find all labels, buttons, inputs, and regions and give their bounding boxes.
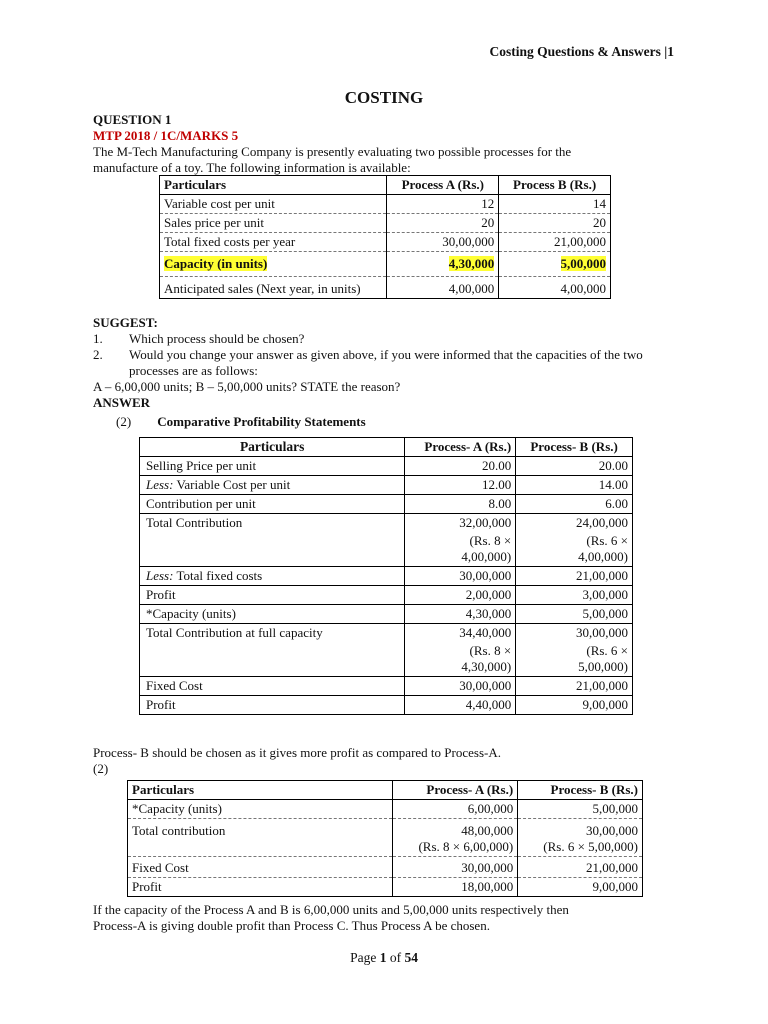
process-b-value: 5,00,000: [560, 256, 606, 271]
table-header-row: [128, 781, 643, 800]
question-intro-line2: manufacture of a toy. The following information is available:: [93, 160, 411, 175]
process-a-value: 34,40,000: [459, 625, 512, 640]
process-b-cell: [516, 624, 633, 677]
table-row: [128, 857, 643, 878]
suggest-capacity-line: A – 6,00,000 units; B – 5,00,000 units? STATE the reason?: [93, 379, 401, 394]
section-number: (2): [93, 761, 109, 776]
table-row: [160, 195, 611, 214]
conclusion-block: [93, 745, 683, 777]
answer-label: ANSWER: [93, 395, 151, 410]
row-label: Profit: [128, 878, 393, 897]
process-a-value: 4,30,000: [405, 605, 516, 624]
table-row: [128, 878, 643, 897]
process-b-value: 14.00: [516, 476, 633, 495]
row-label: Total Contribution: [140, 514, 405, 567]
table-row: [160, 214, 611, 233]
row-label: *Capacity (units): [140, 605, 405, 624]
page-of: of: [386, 950, 405, 965]
conclusion-text: Process-A is giving double profit than Process C. Thus Process A be chosen.: [93, 918, 490, 933]
less-prefix: Less:: [146, 568, 174, 583]
process-a-calc: (Rs. 8 ×: [469, 643, 512, 658]
process-b-value: 21,00,000: [499, 233, 611, 252]
process-b-value: 9,00,000: [516, 696, 633, 715]
process-a-value: 30,00,000: [405, 567, 516, 586]
process-b-value: 5,00,000: [518, 800, 643, 819]
list-number: 2.: [93, 347, 103, 362]
header-cell: Particulars: [128, 781, 393, 800]
row-label: Selling Price per unit: [140, 457, 405, 476]
header-cell: Process- B (Rs.): [516, 438, 633, 457]
process-b-value: 21,00,000: [516, 677, 633, 696]
question-source: MTP 2018 / 1C/MARKS 5: [93, 128, 239, 143]
process-b-value: 4,00,000: [499, 277, 611, 299]
process-a-value: 32,00,000: [459, 515, 512, 530]
suggest-label: SUGGEST:: [93, 315, 158, 330]
process-b-value: 20.00: [516, 457, 633, 476]
process-a-value: 48,00,000: [461, 823, 514, 838]
process-b-calc: (Rs. 6 × 5,00,000): [543, 839, 638, 854]
process-b-value: 20: [499, 214, 611, 233]
row-label-cell: [140, 567, 405, 586]
process-a-value: 4,30,000: [448, 256, 495, 271]
row-label: Variable cost per unit: [160, 195, 387, 214]
conclusion-text: If the capacity of the Process A and B is 6,00,000 units and 5,00,000 units respectively then: [93, 902, 569, 917]
row-label: Capacity (in units): [164, 256, 268, 271]
table-row: [140, 514, 633, 567]
process-b-cell: [518, 819, 643, 857]
header-cell: Particulars: [160, 176, 387, 195]
table-row: [140, 476, 633, 495]
process-b-value: 30,00,000: [586, 823, 638, 838]
header-cell: Process- A (Rs.): [405, 438, 516, 457]
process-a-value: 20: [387, 214, 499, 233]
process-a-value: 2,00,000: [405, 586, 516, 605]
page-footer: [0, 950, 768, 966]
header-cell: Process- B (Rs.): [518, 781, 643, 800]
answer-section-heading: [116, 414, 706, 430]
list-item: [93, 347, 683, 379]
process-a-value: 18,00,000: [393, 878, 518, 897]
process-b-calc: (Rs. 6 ×: [586, 643, 628, 658]
table-row: [140, 677, 633, 696]
process-a-value: 12: [387, 195, 499, 214]
given-data-table: [159, 175, 611, 299]
running-header: Costing Questions & Answers |1: [489, 44, 674, 59]
process-a-value: 6,00,000: [393, 800, 518, 819]
page-number: 1: [379, 950, 387, 965]
row-label: Variable Cost per unit: [173, 477, 291, 492]
process-a-value: 30,00,000: [393, 857, 518, 878]
section-number: (2): [116, 414, 132, 429]
conclusion-text: Process- B should be chosen as it gives more profit as compared to Process-A.: [93, 745, 501, 760]
row-label: Total contribution: [128, 819, 393, 857]
row-label: Profit: [140, 696, 405, 715]
process-a-cell: [405, 624, 516, 677]
less-prefix: Less:: [146, 477, 174, 492]
process-b-value: 24,00,000: [576, 515, 628, 530]
table-row: [160, 277, 611, 299]
process-a-calc: (Rs. 8 × 6,00,000): [418, 839, 514, 854]
row-label-cell: [140, 476, 405, 495]
process-b-value: 3,00,000: [516, 586, 633, 605]
table-row: [140, 624, 633, 677]
process-b-value: 5,00,000: [516, 605, 633, 624]
table-row-highlighted: [160, 252, 611, 277]
process-a-value: 8.00: [405, 495, 516, 514]
process-b-calc: 4,00,000): [578, 549, 628, 564]
table-row: [140, 567, 633, 586]
page-title: COSTING: [344, 88, 424, 107]
table-row: [140, 605, 633, 624]
process-b-value: 6.00: [516, 495, 633, 514]
table-row: [128, 800, 643, 819]
profitability-table: [139, 437, 633, 715]
process-a-calc: 4,00,000): [461, 549, 512, 564]
process-b-value: 21,00,000: [516, 567, 633, 586]
row-label: Fixed Cost: [128, 857, 393, 878]
row-label: Total fixed costs per year: [160, 233, 387, 252]
final-conclusion: [93, 902, 693, 934]
process-a-value: 20.00: [405, 457, 516, 476]
process-a-cell: [405, 514, 516, 567]
header-cell: Process B (Rs.): [499, 176, 611, 195]
table-header-row: [140, 438, 633, 457]
row-label: Fixed Cost: [140, 677, 405, 696]
process-b-value: 21,00,000: [518, 857, 643, 878]
process-a-value: 30,00,000: [405, 677, 516, 696]
table-row: [140, 457, 633, 476]
list-number: 1.: [93, 331, 103, 346]
table-header-row: [160, 176, 611, 195]
row-label: *Capacity (units): [128, 800, 393, 819]
process-b-calc: (Rs. 6 ×: [586, 533, 628, 548]
section-title: Comparative Profitability Statements: [157, 414, 366, 429]
process-a-value: 4,40,000: [405, 696, 516, 715]
row-label: Total Contribution at full capacity: [140, 624, 405, 677]
process-b-value: 30,00,000: [576, 625, 628, 640]
table-row: [140, 696, 633, 715]
process-a-value: 12.00: [405, 476, 516, 495]
table-row: [140, 495, 633, 514]
process-a-cell: [393, 819, 518, 857]
row-label: Total fixed costs: [173, 568, 263, 583]
revised-capacity-table: [127, 780, 643, 897]
process-b-value: 14: [499, 195, 611, 214]
row-label: Anticipated sales (Next year, in units): [160, 277, 387, 299]
table-row: [160, 233, 611, 252]
header-cell: Process A (Rs.): [387, 176, 499, 195]
list-text: Would you change your answer as given above, if you were informed that the capacities of the two processes are as follows:: [129, 347, 643, 378]
row-label: Contribution per unit: [140, 495, 405, 514]
suggest-block: [93, 315, 683, 411]
list-text: Which process should be chosen?: [129, 331, 305, 346]
row-label: Sales price per unit: [160, 214, 387, 233]
table-row: [140, 586, 633, 605]
question-block: [93, 112, 683, 176]
process-b-calc: 5,00,000): [578, 659, 628, 674]
header-cell: Process- A (Rs.): [393, 781, 518, 800]
question-label: QUESTION 1: [93, 112, 172, 127]
table-row: [128, 819, 643, 857]
page-prefix: Page: [350, 950, 380, 965]
question-intro-line1: The M-Tech Manufacturing Company is presently evaluating two possible processes for the: [93, 144, 572, 159]
header-cell: Particulars: [140, 438, 405, 457]
process-b-cell: [516, 514, 633, 567]
process-a-calc: (Rs. 8 ×: [469, 533, 512, 548]
process-a-value: 30,00,000: [387, 233, 499, 252]
process-b-value: 9,00,000: [518, 878, 643, 897]
process-a-value: 4,00,000: [387, 277, 499, 299]
page-total: 54: [404, 950, 418, 965]
row-label: Profit: [140, 586, 405, 605]
list-item: [93, 331, 683, 347]
process-a-calc: 4,30,000): [461, 659, 512, 674]
